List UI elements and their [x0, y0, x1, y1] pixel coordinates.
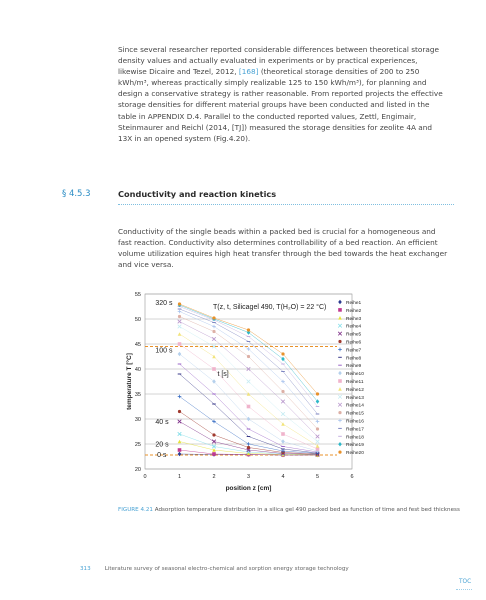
- data-point: [178, 448, 182, 452]
- marker-circle: [316, 427, 319, 430]
- marker-circle: [281, 390, 284, 393]
- y-tick-label: 35: [134, 392, 141, 398]
- legend-marker: [338, 411, 341, 414]
- chart-annotation: 320 s: [155, 300, 173, 307]
- data-point: [178, 342, 182, 346]
- legend-marker: [338, 340, 341, 343]
- legend-entry: Reihe8: [346, 356, 362, 362]
- legend-marker: [338, 379, 342, 383]
- chart-title: T(z, t, Silicagel 490, T(H₂O) = 22 °C): [213, 304, 327, 311]
- marker-circle: [247, 355, 250, 358]
- data-point: [212, 330, 215, 333]
- marker-circle: [212, 330, 215, 333]
- data-point: [212, 452, 216, 456]
- x-axis-label: position z [cm]: [225, 485, 272, 492]
- data-point: [212, 433, 215, 436]
- data-point: [247, 446, 250, 449]
- legend-entry: Reihe19: [346, 443, 364, 449]
- chart-annotation: 100 s: [155, 347, 173, 355]
- x-tick-label: 5: [315, 474, 320, 480]
- section-title: Conductivity and reaction kinetics: [118, 189, 277, 199]
- marker-circle: [178, 315, 181, 318]
- data-point: [212, 367, 216, 371]
- y-axis-label: temperature T [°C]: [126, 353, 133, 410]
- caption-text: Adsorption temperature distribution in a silica gel 490 packed bed as function of time and fest bed thickness: [152, 507, 460, 513]
- marker-square: [212, 367, 216, 371]
- legend-entry: Reihe6: [346, 340, 362, 346]
- data-point: [178, 410, 181, 413]
- figure-label: FIGURE 4.21: [118, 507, 153, 513]
- legend-marker: [338, 308, 342, 312]
- legend-entry: Reihe4: [346, 324, 362, 330]
- legend-entry: Reihe16: [346, 419, 364, 425]
- chart-annotation: t [s]: [217, 371, 229, 378]
- marker-square: [212, 452, 216, 456]
- legend-entry: Reihe10: [346, 372, 364, 378]
- citation-link[interactable]: [168]: [238, 67, 259, 77]
- paragraph-1-text-b: (theoretical storage densities of 200 to 250 kWh/m³, whereas practically simply realizable 125 to 150 kWh/m³), for planning and design a conservative strategy is rather reasonable. From reported projects the effective storage densities for different material groups have been conducted and listed in the table in APPENDIX D.4. Parallel to the conducted reported values, Zettl, Engimair, Steinmaurer and Reichl (2014, [TJ]) measured the storage densities for zeolite 4A and 13X in an opened system (Fig.4.20).: [118, 67, 443, 143]
- data-point: [178, 315, 181, 318]
- legend-entry: Reihe2: [346, 308, 362, 314]
- data-point: [212, 316, 215, 319]
- y-tick-label: 40: [134, 367, 141, 373]
- marker-square: [338, 308, 342, 312]
- data-point: [316, 427, 319, 430]
- marker-circle: [338, 340, 341, 343]
- legend-entry: Reihe11: [346, 380, 364, 385]
- legend-entry: Reihe15: [346, 411, 364, 417]
- marker-circle: [247, 328, 250, 331]
- footer-title: Literature survey of seasonal electro-chemical and sorption energy storage technology: [104, 566, 349, 572]
- x-tick-label: 2: [212, 474, 216, 480]
- legend-entry: Reihe9: [346, 364, 362, 370]
- body-paragraph-1: [118, 44, 448, 144]
- chart-annotation: 40 s: [155, 419, 169, 426]
- chart-annotation: 20 s: [155, 441, 169, 449]
- marker-square: [281, 432, 285, 436]
- data-point: [178, 302, 181, 305]
- marker-circle: [212, 316, 215, 319]
- section-divider: [118, 204, 454, 205]
- data-point: [247, 355, 250, 358]
- marker-square: [178, 448, 182, 452]
- legend-entry: Reihe7: [346, 348, 362, 354]
- x-tick-label: 0: [143, 474, 147, 480]
- legend-entry: Reihe5: [346, 332, 362, 338]
- chart-annotation: 0 s: [157, 452, 167, 459]
- legend-entry: Reihe13: [346, 395, 364, 401]
- body-paragraph-2: Conductivity of the single beads within a packed bed is crucial for a homogeneous and fast reaction. Conductivity also determines controllability of a bed reaction. An efficient volume utilization equires high heat transfer through the bed towards the heat exchanger and vice versa.: [118, 227, 448, 270]
- marker-circle: [338, 451, 341, 454]
- temperature-chart: [0, 288, 486, 503]
- legend-entry: Reihe14: [346, 403, 364, 409]
- marker-square: [338, 379, 342, 383]
- legend-entry: Reihe18: [346, 435, 364, 441]
- legend-entry: Reihe20: [346, 451, 364, 457]
- marker-circle: [338, 411, 341, 414]
- marker-circle: [178, 302, 181, 305]
- x-tick-label: 3: [246, 474, 251, 480]
- legend-entry: Reihe17: [346, 427, 364, 433]
- y-tick-label: 55: [134, 292, 141, 298]
- marker-circle: [212, 433, 215, 436]
- x-tick-label: 6: [350, 474, 354, 480]
- legend-entry: Reihe12: [346, 387, 364, 393]
- marker-square: [247, 405, 251, 409]
- paragraph-1-text-a: Since several researcher reported considerable differences between theoretical storage density values and actually evaluated in experiments or by practical experiences, likewise Dicaire and Tezel, 2012,: [118, 45, 439, 77]
- data-point: [281, 390, 284, 393]
- legend-entry: Reihe1: [346, 301, 362, 306]
- figure-caption: [118, 507, 460, 513]
- legend-marker: [338, 451, 341, 454]
- marker-circle: [281, 352, 284, 355]
- y-tick-label: 20: [134, 467, 141, 473]
- marker-circle: [247, 446, 250, 449]
- data-point: [281, 352, 284, 355]
- x-tick-label: 4: [281, 474, 285, 480]
- data-point: [247, 405, 251, 409]
- x-tick-label: 1: [177, 474, 182, 480]
- data-point: [281, 432, 285, 436]
- legend-entry: Reihe3: [346, 316, 362, 322]
- y-tick-label: 25: [134, 442, 141, 448]
- data-point: [316, 392, 319, 395]
- toc-underline: [456, 589, 472, 590]
- marker-circle: [178, 410, 181, 413]
- page-number: 313: [80, 566, 91, 572]
- y-tick-label: 50: [134, 317, 141, 323]
- section-number: § 4.5.3: [62, 189, 91, 199]
- y-tick-label: 45: [134, 342, 141, 348]
- toc-link[interactable]: TOC: [459, 579, 472, 585]
- page-footer: [80, 566, 349, 572]
- y-tick-label: 30: [134, 417, 141, 423]
- marker-square: [178, 342, 182, 346]
- data-point: [247, 328, 250, 331]
- marker-circle: [316, 392, 319, 395]
